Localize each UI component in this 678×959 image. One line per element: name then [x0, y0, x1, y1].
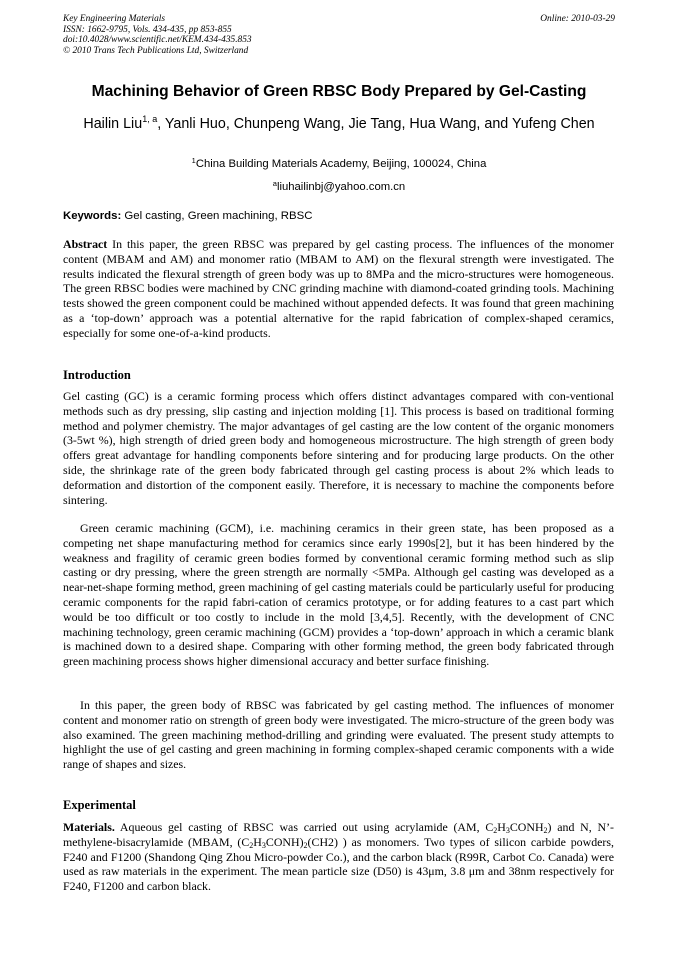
email-line	[40, 180, 638, 194]
issn-line: ISSN: 1662-9795, Vols. 434-435, pp 853-855	[63, 24, 232, 35]
keywords-text: Gel casting, Green machining, RBSC	[121, 210, 313, 222]
journal-name: Key Engineering Materials	[63, 14, 166, 24]
abstract-label: Abstract	[63, 237, 108, 251]
journal-header	[63, 14, 615, 56]
keywords-label: Keywords:	[63, 210, 122, 222]
subscript: 3	[261, 840, 266, 850]
affiliation-text: China Building Materials Academy, Beijing, 100024, China	[195, 158, 487, 170]
materials-paragraph	[63, 820, 614, 894]
other-authors: , Yanli Huo, Chunpeng Wang, Jie Tang, Hua Wang, and Yufeng Chen	[157, 116, 595, 132]
abstract	[63, 237, 614, 341]
paper-title: Machining Behavior of Green RBSC Body Prepared by Gel-Casting	[91, 83, 587, 100]
materials-text: Aqueous gel casting of RBSC was carried out using acrylamide (AM, C	[114, 820, 494, 834]
introduction-paragraph-1: Gel casting (GC) is a ceramic forming process which offers distinct advantages compared with con-ventional methods such as dry pressing, slip casting and injection molding [1]. This process is based on traditional forming method and polymer chemistry. The major advantages of gel casting are the low content of the organic monomers (3-5wt %), high strength of dried green body and homogeneous microstructure. The high strength of green body offers great advantage for handling components before sintering and for producing large products. On the other side, the shrinkage rate of the green body fabricated through gel casting process is about 2% which leads to deformation and distortion of the component easily. Therefore, it is necessary to machine the components before sintering.	[63, 389, 614, 507]
materials-text: CONH	[509, 820, 544, 834]
first-author-superscript: 1, a	[142, 114, 158, 124]
materials-text: (CH2) ) as monomers. Two types of silicon carbide powders, F240 and F1200 (Shandong Qing Zhou Micro-powder Co.), and the carbon black (R99R, Carbot Co. Canada) were used as raw materials in the experiment. The mean particle size (D50) is 43μm, 3.8 μm and 38nm respectively for F240, F1200 and carbon black.	[63, 834, 614, 894]
materials-label: Materials.	[63, 820, 115, 834]
email-superscript: a	[272, 179, 277, 188]
materials-text: H	[253, 834, 262, 849]
author-list	[80, 115, 598, 134]
materials-text: ) and N, N’- methylene-bisacrylamide (MBAM, (C	[63, 820, 614, 849]
keywords	[63, 209, 623, 223]
experimental-heading: Experimental	[63, 798, 136, 812]
introduction-paragraph-3: In this paper, the green body of RBSC was fabricated by gel casting method. The influences of monomer content and monomer ratio on strength of green body were investigated. The micro-structure of the green body was also examined. The green machining method-drilling and grinding were evaluated. The present study attempts to highlight the use of gel casting and green machining in forming complex-shaped ceramic components with a wide range of shapes and sizes.	[63, 698, 614, 772]
materials-text: H	[497, 820, 506, 834]
affiliation-superscript: 1	[191, 156, 196, 165]
materials-text: CONH)	[265, 834, 304, 849]
introduction-heading: Introduction	[63, 368, 131, 382]
subscript: 2	[303, 840, 308, 850]
subscript: 2	[543, 826, 548, 835]
doi-line: doi:10.4028/www.scientific.net/KEM.434-435.853	[63, 35, 252, 46]
affiliation	[40, 157, 638, 171]
first-author: Hailin Liu	[83, 116, 143, 132]
subscript: 2	[249, 840, 254, 850]
online-date: Online: 2010-03-29	[540, 14, 615, 24]
subscript: 2	[493, 826, 498, 835]
copyright-line: © 2010 Trans Tech Publications Ltd, Switzerland	[63, 45, 249, 56]
subscript: 3	[505, 826, 510, 835]
email-address: liuhailinbj@yahoo.com.cn	[276, 181, 406, 193]
journal-info	[63, 14, 615, 56]
abstract-text: In this paper, the green RBSC was prepared by gel casting process. The influences of the monomer content (MBAM and AM) and monomer ratio (MBAM to AM) on the flexural strength were investigated. The results indicated the flexural strength of green body was up to 8MPa and the micro-structures were homogeneous. The green RBSC bodies were machined by CNC grinding machine with diamond-coated grinding tools. Machining tests showed the green component could be machined without appended defects. It was found that green machining as a ‘top-down’ approach was a potential alternative for the rapid fabrication of complex-shaped ceramics, especially for some one-of-a-kind products.	[63, 237, 614, 340]
introduction-paragraph-2: Green ceramic machining (GCM), i.e. machining ceramics in their green state, has been proposed as a competing net shape manufacturing method for ceramics since early 1990s[2], but it has been hindered by the weakness and fragility of ceramic green bodies formed by conventional ceramic forming method such as slip casting or dry pressing, where the green strength are normally <5MPa. Although gel casting was developed as a near-net-shape forming method, green machining of gel casting materials could be particularly useful for producing ceramic components for the rapid fabri-cation of ceramics prototype, or for adding features to a cast part which would be too difficult or too costly to include in the mold [3,4,5]. Recently, with the development of CNC machining technology, green ceramic machining (GCM) provides a ‘top-down’ approach in which a ceramic blank is machined down to a desired shape. Comparing with other forming method, the green body fabricated through green machining process shows higher dimensional accuracy and better surface finishing.	[63, 521, 614, 669]
